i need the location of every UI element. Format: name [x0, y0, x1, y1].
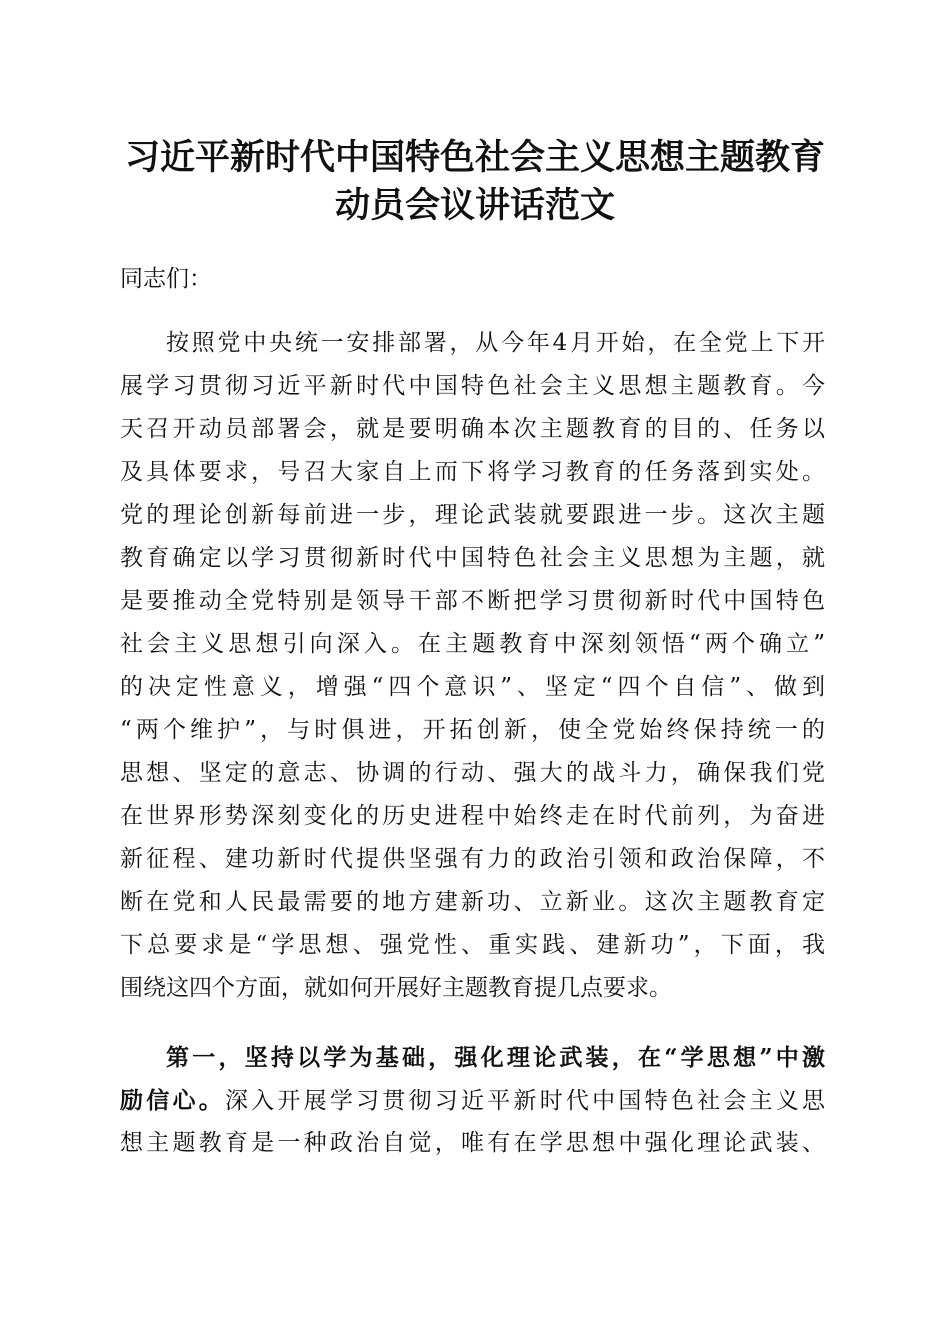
paragraph-line: 在世界形势深刻变化的历史进程中始终走在时代前列，为奋进 [120, 803, 825, 829]
paragraph-line: “两个维护”，与时俱进，开拓创新，使全党始终保持统一的 [120, 717, 825, 743]
paragraph-line: 展学习贯彻习近平新时代中国特色社会主义思想主题教育。今 [120, 373, 825, 399]
paragraph-heading-line: 第一，坚持以学为基础，强化理论武装，在“学思想”中激 [166, 1044, 825, 1071]
paragraph-line: 的决定性意义，增强“四个意识”、坚定“四个自信”、做到 [120, 674, 825, 700]
paragraph-heading-tail: 励信心。 [120, 1087, 225, 1114]
paragraph-line: 及具体要求，号召大家自上而下将学习教育的任务落到实处。 [120, 459, 825, 485]
paragraph-2 [120, 1036, 825, 1165]
paragraph-line: 是要推动全党特别是领导干部不断把学习贯彻新时代中国特色 [120, 588, 825, 614]
paragraph-line: 天召开动员部署会，就是要明确本次主题教育的目的、任务以 [120, 416, 825, 442]
paragraph-line: 想主题教育是一种政治自觉，唯有在学思想中强化理论武装、 [120, 1130, 825, 1156]
paragraph-line: 断在党和人民最需要的地方建新功、立新业。这次主题教育定 [120, 889, 825, 915]
salutation: 同志们： [120, 266, 212, 292]
paragraph-line: 教育确定以学习贯彻新时代中国特色社会主义思想为主题，就 [120, 545, 825, 571]
paragraph-line: 党的理论创新每前进一步，理论武装就要跟进一步。这次主题 [120, 502, 825, 528]
paragraph-line: 下总要求是“学思想、强党性、重实践、建新功”，下面，我 [120, 932, 825, 958]
paragraph-line: 社会主义思想引向深入。在主题教育中深刻领悟“两个确立” [120, 631, 825, 657]
paragraph-1 [120, 322, 825, 1010]
paragraph-line [120, 1079, 825, 1122]
document-title-line-2: 动员会议讲话范文 [334, 185, 615, 226]
paragraph-line: 思想、坚定的意志、协调的行动、强大的战斗力，确保我们党 [120, 760, 825, 786]
paragraph-line: 围绕这四个方面，就如何开展好主题教育提几点要求。 [120, 975, 672, 1001]
paragraph-line-rest: 深入开展学习贯彻习近平新时代中国特色社会主义思 [224, 1088, 826, 1114]
document-title-line-1: 习近平新时代中国特色社会主义思想主题教育 [124, 137, 825, 178]
paragraph-line: 按照党中央统一安排部署，从今年4月开始，在全党上下开 [166, 330, 825, 356]
paragraph-line: 新征程、建功新时代提供坚强有力的政治引领和政治保障，不 [120, 846, 825, 872]
